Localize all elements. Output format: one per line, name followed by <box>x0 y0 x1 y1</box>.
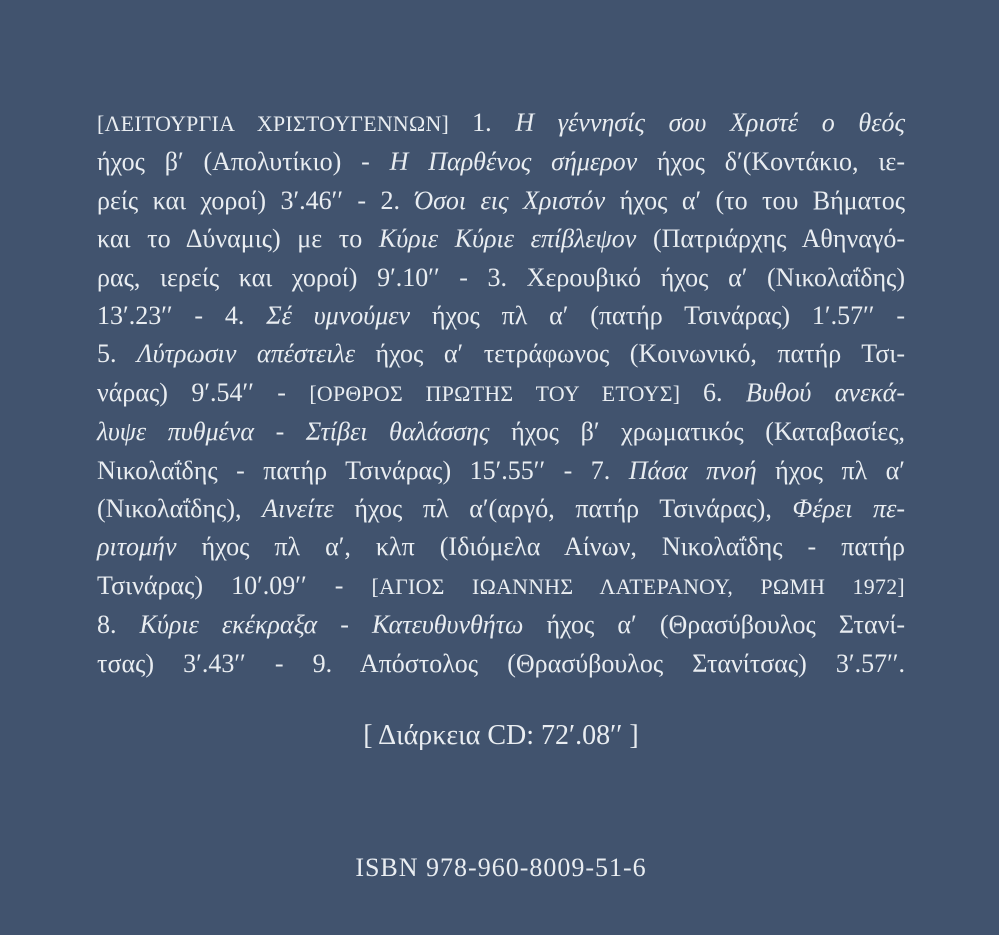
isbn: ISBN 978-960-8009-51-6 <box>355 853 647 883</box>
text-segment: Αινείτε <box>262 494 334 524</box>
cd-duration: [ Διάρκεια CD: 72′.08′′ ] <box>363 720 639 752</box>
tracklist-line <box>97 143 905 181</box>
text-segment: ήχος πλ α′ <box>756 455 905 485</box>
text-segment: νάρας) 9′.54′′ - <box>97 377 310 407</box>
text-segment: Βυθού ανεκά- <box>745 377 905 407</box>
text-segment: ρας, ιερείς και χοροί) 9′.10′′ - 3. Χερουβικό ήχος α′ (Νικολαΐδης) <box>97 262 905 292</box>
tracklist-line <box>97 567 905 606</box>
text-segment: ήχος β′ (Απολυτίκιο) - <box>97 147 390 177</box>
text-segment: ρείς και χοροί) 3′.46′′ - 2. <box>97 185 415 215</box>
text-segment: Λύτρωσιν απέστειλε <box>137 339 355 369</box>
text-segment: Τσινάρας) 10′.09′′ - <box>97 570 372 600</box>
text-segment: ήχος πλ α′, κλπ (Ιδιόμελα Αίνων, Νικολαΐδης - πατήρ <box>176 532 905 562</box>
tracklist-line <box>97 452 905 490</box>
tracklist-line <box>97 297 905 335</box>
text-segment: [ΛΕΙΤΟΥΡΓΙΑ ΧΡΙΣΤΟΥΓΕΝΝΩΝ] <box>97 112 473 136</box>
text-segment: λυψε πυθμένα - Στίβει θαλάσσης <box>97 417 490 447</box>
text-segment: ήχος α′ (Θρασύβουλος Στανί- <box>523 610 905 640</box>
tracklist-line <box>97 413 905 451</box>
text-segment: [ΑΓΙΟΣ ΙΩΑΝΝΗΣ ΛΑΤΕΡΑΝΟΥ, ΡΩΜΗ 1972] <box>371 574 905 599</box>
text-segment: Σέ υμνούμεν <box>266 301 411 331</box>
text-segment: (Νικολαΐδης), <box>97 494 263 524</box>
text-segment: Κύριε Κύριε επίβλεψον <box>378 224 637 254</box>
tracklist-line <box>97 606 905 644</box>
text-segment: 1. <box>472 108 516 137</box>
text-segment: 5. <box>97 339 138 369</box>
text-segment: Νικολαΐδης - πατήρ Τσινάρας) 15′.55′′ - 7. <box>97 455 629 485</box>
tracklist-line <box>97 220 905 258</box>
tracklist-line <box>97 490 905 528</box>
text-segment: ριτομήν <box>97 532 177 562</box>
text-segment: τσας) 3′.43′′ - 9. Απόστολος (Θρασύβουλος Στανίτσας) 3′.57′′. <box>97 648 905 678</box>
tracklist-line <box>97 335 905 373</box>
text-segment: Όσοι εις Χριστόν <box>414 185 606 215</box>
text-segment: Η γέννησίς σου Χριστέ ο θεός <box>515 108 905 137</box>
text-segment: 6. <box>702 377 746 407</box>
text-segment: Κύριε εκέκραξα - Κατευθυνθήτω <box>139 610 524 640</box>
text-segment: 8. <box>97 610 140 640</box>
text-segment: ήχος πλ α′ (πατήρ Τσινάρας) 1′.57′′ - <box>410 301 905 331</box>
text-segment: Πάσα πνοή <box>628 455 757 485</box>
tracklist-line <box>97 645 905 683</box>
tracklist-line <box>97 374 905 413</box>
tracklist-line <box>97 528 905 566</box>
text-segment: ήχος α′ (το του Βήματος <box>605 185 905 215</box>
text-segment: ήχος δ′(Κοντάκιο, ιε- <box>637 147 905 177</box>
tracklist-line <box>97 259 905 297</box>
text-segment: ήχος πλ α′(αργό, πατήρ Τσινάρας), <box>333 494 793 524</box>
text-segment: Η Παρθένος σήμερον <box>389 147 638 177</box>
text-segment: και το Δύναμις) με το <box>97 224 379 254</box>
tracklist <box>97 104 905 683</box>
text-segment: 13′.23′′ - 4. <box>97 301 267 331</box>
tracklist-line <box>97 182 905 220</box>
tracklist-line <box>97 104 905 143</box>
text-segment: [ΟΡΘΡΟΣ ΠΡΩΤΗΣ ΤΟΥ ΕΤΟΥΣ] <box>309 381 703 406</box>
text-segment: (Πατριάρχης Αθηναγό- <box>636 224 906 254</box>
text-segment: ήχος α′ τετράφωνος (Κοινωνικό, πατήρ Τσι- <box>354 339 905 369</box>
text-segment: Φέρει πε- <box>792 494 905 524</box>
text-segment: ήχος β′ χρωματικός (Καταβασίες, <box>489 417 905 447</box>
